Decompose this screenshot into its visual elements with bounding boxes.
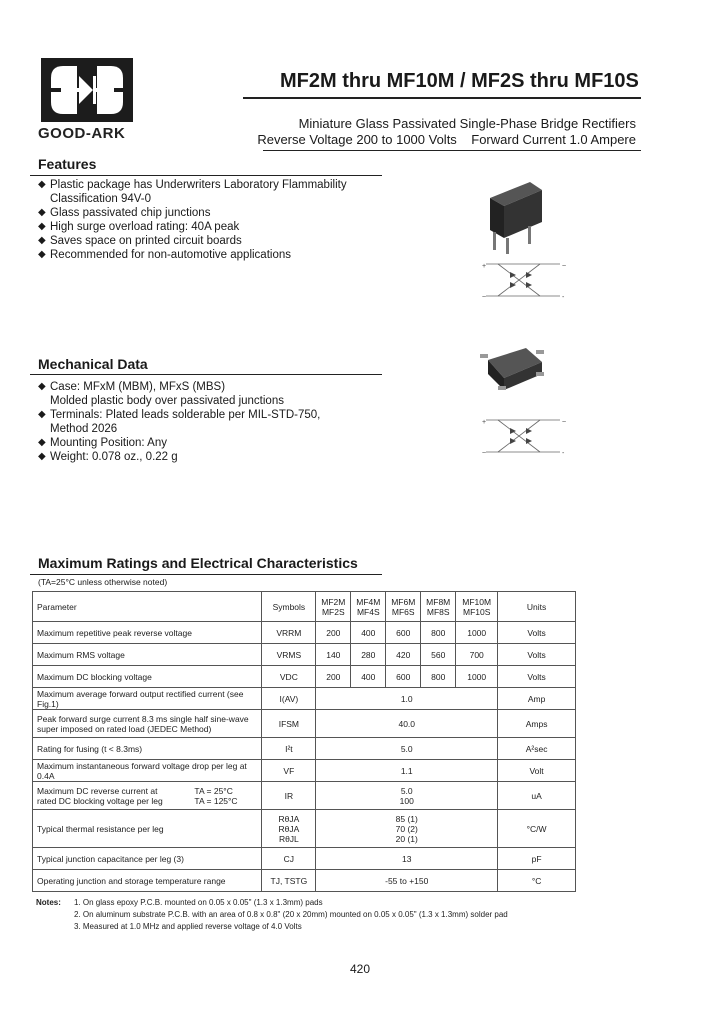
notes-list xyxy=(74,897,674,933)
table-row: Operating junction and storage temperature range TJ, TSTG -55 to +150 °C xyxy=(33,870,576,892)
list-item: ◆ Recommended for non-automotive applications xyxy=(38,248,378,262)
col-header: MF4M MF4S xyxy=(351,592,386,622)
note-item: 3. Measured at 1.0 MHz and applied reverse voltage of 4.0 Volts xyxy=(74,922,302,931)
col-header: MF8M MF8S xyxy=(421,592,456,622)
features-list xyxy=(38,178,378,262)
title-divider xyxy=(243,97,641,99)
package-mbm-image xyxy=(470,168,600,313)
table-row: Maximum repetitive peak reverse voltage VRRM 200 400 600 800 1000 Volts xyxy=(33,622,576,644)
svg-text:~: ~ xyxy=(562,263,567,270)
svg-text:~: ~ xyxy=(562,419,567,426)
col-header: MF2M MF2S xyxy=(316,592,351,622)
logo-mark xyxy=(41,58,133,122)
mechanical-list xyxy=(38,380,378,464)
list-item: ◆ High surge overload rating: 40A peak xyxy=(38,220,378,234)
brand-name: GOOD-ARK xyxy=(38,125,126,142)
list-item: ◆ Saves space on printed circuit boards xyxy=(38,234,378,248)
page-title: MF2M thru MF10M / MF2S thru MF10S xyxy=(280,70,639,92)
table-header-row xyxy=(33,592,576,622)
table-row: Maximum DC reverse current at TA = 25°C rated DC blocking voltage per leg TA = 125°C IR 5.0 100 uA xyxy=(33,782,576,810)
list-item: ◆ Weight: 0.078 oz., 0.22 g xyxy=(38,450,378,464)
svg-text:-: - xyxy=(562,450,565,457)
table-row: Peak forward surge current 8.3 ms single half sine-wave super imposed on rated load (JEDEC Method) IFSM 40.0 Amps xyxy=(33,710,576,738)
ratings-table xyxy=(32,591,576,892)
table-row: Maximum RMS voltage VRMS 140 280 420 560 700 Volts xyxy=(33,644,576,666)
list-item: ◆ Mounting Position: Any xyxy=(38,436,378,450)
ratings-divider xyxy=(30,574,382,575)
svg-text:+: + xyxy=(482,419,487,426)
ratings-condition: (TA=25°C unless otherwise noted) xyxy=(38,577,168,587)
mechanical-heading: Mechanical Data xyxy=(38,356,148,372)
table-row: Typical junction capacitance per leg (3) CJ 13 pF xyxy=(33,848,576,870)
table-row: Typical thermal resistance per leg RθJA RθJA RθJL 85 (1) 70 (2) 20 (1) °C/W xyxy=(33,810,576,848)
page-number: 420 xyxy=(349,962,371,976)
list-item: ◆ Plastic package has Underwriters Laboratory Flammability Classification 94V-0 xyxy=(38,178,378,206)
col-header-units: Units xyxy=(498,592,576,622)
svg-text:-: - xyxy=(562,294,565,301)
subtitle xyxy=(250,116,636,148)
ratings-heading: Maximum Ratings and Electrical Characteristics xyxy=(38,555,358,571)
mechanical-divider xyxy=(30,374,382,375)
col-header-parameter: Parameter xyxy=(33,592,262,622)
svg-text:~: ~ xyxy=(482,450,487,457)
col-header: MF6M MF6S xyxy=(386,592,421,622)
subtitle-divider xyxy=(263,150,641,151)
package-mbs-image xyxy=(470,340,600,475)
list-item: ◆ Glass passivated chip junctions xyxy=(38,206,378,220)
table-row: Maximum instantaneous forward voltage drop per leg at 0.4A VF 1.1 Volt xyxy=(33,760,576,782)
diode-logo-icon xyxy=(41,58,133,122)
features-divider xyxy=(30,175,382,176)
subtitle-line-1: Miniature Glass Passivated Single-Phase Bridge Rectifiers xyxy=(298,116,636,131)
svg-text:+: + xyxy=(482,263,487,270)
subtitle-line-2: Reverse Voltage 200 to 1000 Volts Forward Current 1.0 Ampere xyxy=(257,132,636,147)
note-item: 2. On aluminum substrate P.C.B. with an area of 0.8 x 0.8" (20 x 20mm) mounted on 0.05 x 0.05" (1.3 x 1.3mm) solder pad xyxy=(74,910,508,919)
list-item: ◆ Terminals: Plated leads solderable per MIL-STD-750, Method 2026 xyxy=(38,408,378,436)
list-item: ◆ Case: MFxM (MBM), MFxS (MBS) Molded plastic body over passivated junctions xyxy=(38,380,378,408)
note-item: 1. On glass epoxy P.C.B. mounted on 0.05 x 0.05" (1.3 x 1.3mm) pads xyxy=(74,898,323,907)
col-header: MF10M MF10S xyxy=(456,592,498,622)
table-row: Rating for fusing (t < 8.3ms) I²t 5.0 A²sec xyxy=(33,738,576,760)
table-row: Maximum average forward output rectified current (see Fig.1) I(AV) 1.0 Amp xyxy=(33,688,576,710)
table-row: Maximum DC blocking voltage VDC 200 400 600 800 1000 Volts xyxy=(33,666,576,688)
col-header-symbols: Symbols xyxy=(262,592,316,622)
notes-label: Notes: xyxy=(36,898,61,907)
svg-text:~: ~ xyxy=(482,294,487,301)
features-heading: Features xyxy=(38,156,97,172)
